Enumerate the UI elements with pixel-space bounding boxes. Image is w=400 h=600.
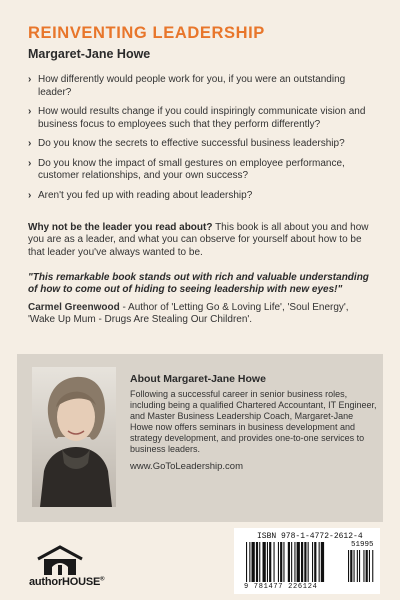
- about-body: Following a successful career in senior business roles, including being a qualified Chartered Accountant, IT Engineer, and Master Business Leadership Coach, Margaret-Jane Howe now offers seminars in business development and strategy development, and provides one-to-one services to business leaders.: [130, 389, 377, 454]
- chevron-right-icon: ›: [28, 138, 32, 149]
- barcode-bar: [283, 542, 284, 582]
- barcode-digits: 9 781477 226124: [244, 583, 318, 591]
- barcode-bar: [314, 542, 316, 582]
- barcode-bar: [280, 542, 282, 582]
- barcode-addon-bar: [359, 550, 360, 582]
- barcode-addon-bar: [350, 550, 352, 582]
- website-link[interactable]: www.GoToLeadership.com: [130, 461, 243, 472]
- house-icon: [30, 545, 90, 575]
- barcode-addon-bar: [369, 550, 370, 582]
- chevron-right-icon: ›: [28, 74, 32, 85]
- pitch-body: This book is all about you and how you are as a leader, and what you can observe for yourself about how to be that leader you've always wanted to be.: [28, 222, 369, 258]
- publisher-name: [29, 576, 104, 588]
- publisher-wordmark: authorHOUSE: [29, 576, 101, 588]
- barcode-bar: [312, 542, 313, 582]
- pitch-lead: Why not be the leader you read about?: [28, 222, 213, 233]
- chevron-right-icon: ›: [28, 157, 32, 169]
- barcode-addon-bar: [372, 550, 373, 582]
- question-list: [28, 74, 378, 209]
- question-text: Do you know the impact of small gestures on employee performance, customer relationships, and your own success?: [38, 157, 345, 181]
- barcode-bar: [308, 542, 309, 582]
- barcode-bar: [263, 542, 266, 582]
- chevron-right-icon: ›: [28, 106, 32, 117]
- author-photo: [32, 367, 116, 507]
- question-text: How would results change if you could inspiringly communicate vision and business focus to employees such that they perform differently?: [38, 106, 366, 130]
- barcode-addon-bar: [348, 550, 349, 582]
- list-item: [28, 106, 378, 131]
- chevron-right-icon: ›: [28, 189, 32, 201]
- barcode-bar: [291, 542, 292, 582]
- barcode-bar: [288, 542, 290, 582]
- question-text: Do you know the secrets to effective successful business leadership?: [38, 138, 345, 149]
- barcode-bar: [259, 542, 260, 582]
- barcode-bar: [269, 542, 271, 582]
- list-item: [28, 138, 378, 151]
- barcode-bar: [249, 542, 250, 582]
- barcode-bar: [267, 542, 268, 582]
- barcode-bar: [321, 542, 324, 582]
- barcode-bar: [274, 542, 275, 582]
- barcode-bar: [297, 542, 300, 582]
- barcode-bar: [278, 542, 279, 582]
- pitch-paragraph: [28, 222, 378, 259]
- barcode-bar: [301, 542, 303, 582]
- barcode-bar: [319, 542, 320, 582]
- list-item: [28, 158, 378, 183]
- barcode-addon-number: 51995: [351, 541, 374, 549]
- author-name: Margaret-Jane Howe: [28, 47, 151, 61]
- book-title: REINVENTING LEADERSHIP: [28, 24, 265, 42]
- endorsement-credit: [28, 302, 378, 327]
- barcode-addon-bar: [366, 550, 368, 582]
- barcode-bar: [246, 542, 247, 582]
- barcode-bar: [304, 542, 306, 582]
- question-text: How differently would people work for you, if you were an outstanding leader?: [38, 74, 346, 98]
- barcode-bar: [252, 542, 255, 582]
- barcode-bar: [294, 542, 295, 582]
- isbn-text: ISBN 978-1-4772-2612-4: [257, 532, 363, 541]
- barcode-addon-bar: [363, 550, 364, 582]
- endorsement-quote: "This remarkable book stands out with rich and valuable understanding of how to come out of hiding to seeing leadership with new eyes!": [28, 272, 369, 296]
- endorser-name: Carmel Greenwood: [28, 302, 120, 313]
- barcode-addon-bar: [354, 550, 355, 582]
- endorser-credits: - Author of 'Letting Go & Loving Life', 'Soul Energy', 'Wake Up Mum - Drugs Are Stealing Our Children'.: [28, 302, 349, 326]
- about-title: About Margaret-Jane Howe: [130, 373, 266, 385]
- barcode-bar: [256, 542, 258, 582]
- list-item: [28, 74, 378, 99]
- registered-mark: ®: [100, 576, 105, 583]
- question-text: Aren't you fed up with reading about leadership?: [38, 189, 253, 201]
- barcode-addon-bar: [357, 550, 358, 582]
- list-item: [28, 190, 378, 203]
